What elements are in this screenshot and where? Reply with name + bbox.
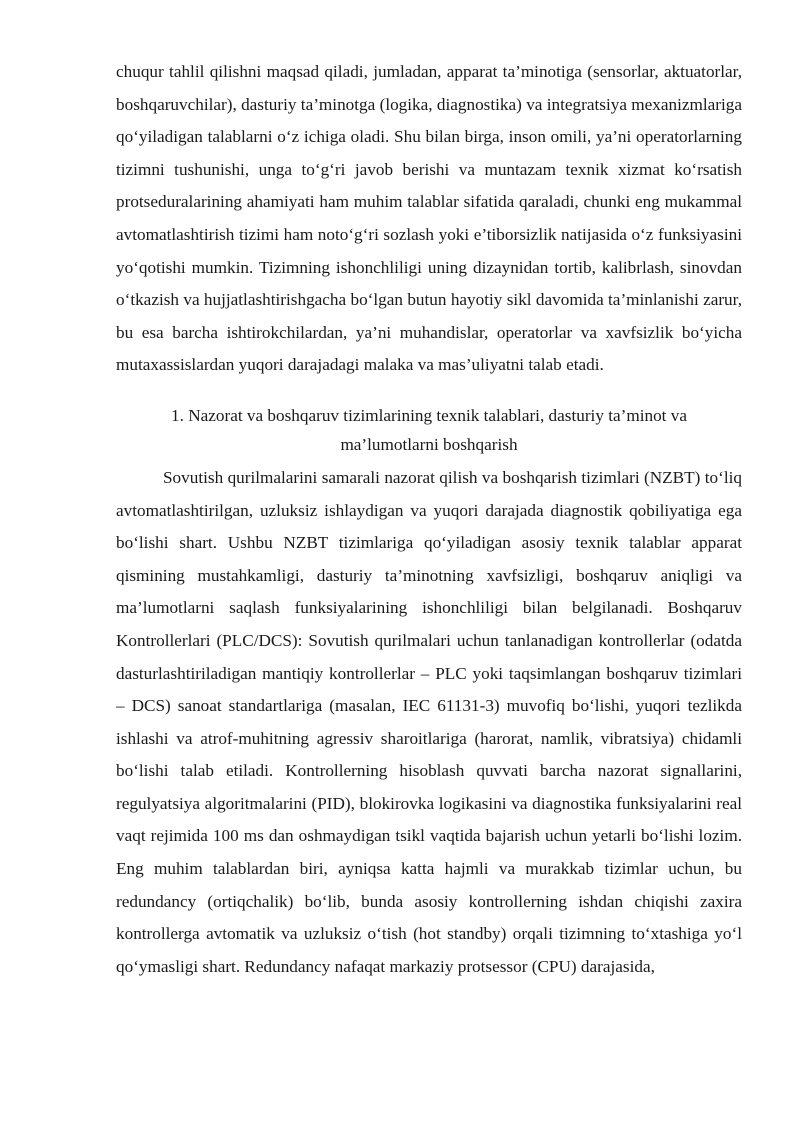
body-paragraph: chuqur tahlil qilishni maqsad qiladi, jumladan, apparat ta’minotiga (sensorlar, aktuatorlar, boshqaruvchilar), dasturiy ta’minotga (logika, diagnostika) va integratsiya mexanizmlariga qo‘yiladigan talablarni o‘z ichiga oladi. Shu bilan birga, inson omili, ya’ni operatorlarning tizimni tushunishi, unga to‘g‘ri javob berishi va muntazam texnik xizmat ko‘rsatish protseduralarining ahamiyati ham muhim talablar sifatida qaraladi, chunki eng mukammal avtomatlashtirish tizimi ham noto‘g‘ri sozlash yoki e’tiborsizlik natijasida o‘z funksiyasini yo‘qotishi mumkin. Tizimning ishonchliligi uning dizaynidan tortib, kalibrlash, sinovdan o‘tkazish va hujjatlashtirishgacha bo‘lgan butun hayotiy sikl davomida ta’minlanishi zarur, bu esa barcha ishtirokchilardan, ya’ni muhandislar, operatorlar va xavfsizlik bo‘yicha mutaxassislardan yuqori darajadagi malaka va mas’uliyatni talab etadi. <box>116 62 742 375</box>
section-heading-line: 1. Nazorat va boshqaruv tizimlarining texnik talablari, dasturiy ta’minot va <box>171 405 687 425</box>
body-paragraph: Sovutish qurilmalarini samarali nazorat qilish va boshqarish tizimlari (NZBT) to‘liq avtomatlashtirilgan, uzluksiz ishlaydigan va yuqori darajada diagnostik qobiliyatiga ega bo‘lishi shart. Ushbu NZBT tizimlariga qo‘yiladigan asosiy texnik talablar apparat qismining mustahkamligi, dasturiy ta’minotning xavfsizligi, boshqaruv aniqligi va ma’lumotlarni saqlash funksiyalarining ishonchliligi bilan belgilanadi. Boshqaruv Kontrollerlari (PLC/DCS): Sovutish qurilmalari uchun tanlanadigan kontrollerlar (odatda dasturlashtiriladigan mantiqiy kontrollerlar – PLC yoki taqsimlangan boshqaruv tizimlari – DCS) sanoat standartlariga (masalan, IEC 61131-3) muvofiq bo‘lishi, yuqori tezlikda ishlashi va atrof-muhitning agressiv sharoitlariga (harorat, namlik, vibratsiya) chidamli bo‘lishi talab etiladi. Kontrollerning hisoblash quvvati barcha nazorat signallarini, regulyatsiya algoritmalarini (PID), blokirovka logikasini va diagnostika funksiyalarini real vaqt rejimida 100 ms dan oshmaydigan tsikl vaqtida bajarish uchun yetarli bo‘lishi lozim. Eng muhim talablardan biri, ayniqsa katta hajmli va murakkab tizimlar uchun, bu redundancy (ortiqchalik) bo‘lib, bunda asosiy kontrollerning ishdan chiqishi zaxira kontrollerga avtomatik va uzluksiz o‘tish (hot standby) orqali tizimning to‘xtashiga yo‘l qo‘ymasligi shart. Redundancy nafaqat markaziy protsessor (CPU) darajasida, <box>116 467 742 976</box>
document-page <box>116 56 742 983</box>
section-heading <box>116 401 742 459</box>
section-heading-line: ma’lumotlarni boshqarish <box>340 434 518 454</box>
